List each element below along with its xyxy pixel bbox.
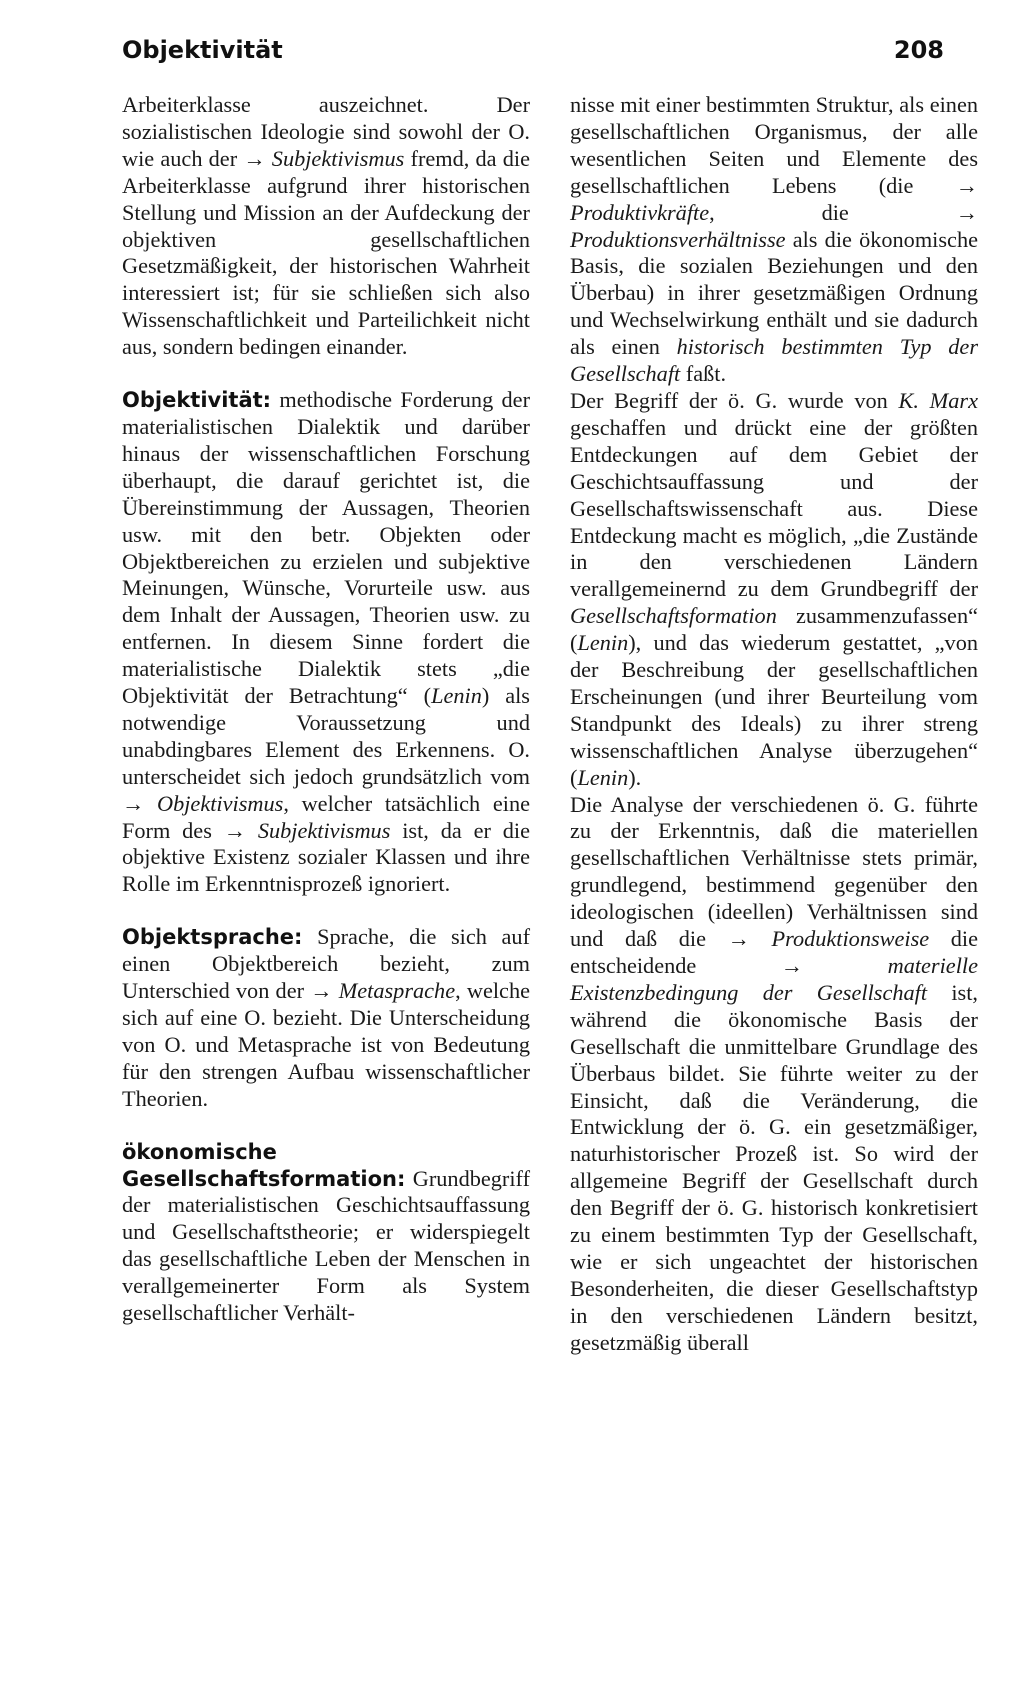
entry-objektivitaet: Objektivität: methodische Forderung der materialistischen Dialektik und darüber hinaus der wissenschaftlichen Forschung überhaupt, die darauf gerichtet ist, die Übereinstimmung der Aussagen, Theorien usw. mit den betr. Objekten oder Objektbereichen zu erzielen und subjektive Meinungen, Wünsche, Vorurteile usw. aus dem Inhalt der Aussagen, Theorien usw. zu entfernen. In diesem Sinne fordert die materialistische Dialektik stets „die Objektivität der Betrachtung“ (Lenin) als notwendige Voraussetzung und unabdingbares Element des Erkennens. O. unterscheidet sich jedoch grundsätzlich vom → Objektivismus, welcher tatsächlich eine Form des → Subjektivismus ist, da er die objektive Existenz sozialer Klassen und ihre Rolle im Erkenntnisprozeß ignoriert. [122, 387, 530, 897]
entry-objektsprache: Objektsprache: Sprache, die sich auf einen Objektbereich bezieht, zum Unterschied von der → Metasprache, welche sich auf eine O. bezieht. Die Unterscheidung von O. und Metasprache ist von Bedeutung für den strengen Aufbau wissenschaftlicher Theorien. [122, 924, 530, 1111]
cross-reference-arrow-icon: → [955, 199, 978, 225]
cross-reference[interactable]: Produktionsverhältnisse [570, 226, 786, 252]
left-column [122, 92, 530, 1353]
right-column [570, 92, 978, 1357]
cross-reference-arrow-icon: → [955, 172, 978, 198]
entry-headword: ökonomische Gesellschaftsformation: [122, 1139, 406, 1191]
cross-reference-arrow-icon: → [727, 926, 750, 952]
cross-reference[interactable]: Subjektivismus [271, 145, 405, 171]
entry-headword: Objektivität: [122, 388, 272, 413]
cross-reference[interactable]: Produktionsweise [771, 926, 930, 952]
cross-reference[interactable]: materielle Existenzbedingung der Gesellschaft [570, 953, 978, 1005]
entry-continuation: Arbeiterklasse auszeichnet. Der sozialistischen Ideologie sind sowohl der O. wie auch der → Subjektivismus fremd, da die Arbeiterklasse aufgrund ihrer historischen Stellung und Mission an der Aufdeckung der objektiven gesellschaftlichen Gesetzmäßigkeit, der historischen Wahrheit interessiert ist; für sie schließen sich also Wissenschaftlichkeit und Parteilichkeit nicht aus, sondern bedingen einander. [122, 92, 530, 360]
page-number: 208 [893, 36, 944, 64]
cross-reference-arrow-icon: → [780, 953, 804, 978]
running-title: Objektivität [122, 36, 283, 64]
paragraph: Die Analyse der verschiedenen ö. G. führte zu der Erkenntnis, daß die materiellen gesellschaftlichen Verhältnisse stets primär, grundlegend, bestimmend gegenüber den ideologischen (ideellen) Verhältnissen sind und daß die → Produktionsweise die entscheidende → materielle Existenzbedingung der Gesellschaft ist, während die ökonomische Basis der Gesellschaft die unmittelbare Grundlage des Überbaus bildet. Sie führte weiter zu der Einsicht, daß die Veränderung, die Entwicklung der ö. G. ein gesetzmäßiger, naturhistorischer Prozeß ist. So wird der allgemeine Begriff der Gesellschaft durch den Begriff der ö. G. historisch konkretisiert zu einem bestimmten Typ der Gesellschaft, wie er sich ungeachtet der historischen Besonderheiten, die dieser Gesellschaftstyp in den verschiedenen Ländern besitzt, gesetzmäßig überall [570, 791, 978, 1355]
entry-oekonomische-gesellschaftsformation: ökonomische Gesellschaftsformation: Grundbegriff der materialistischen Geschichtsauffassung und Gesellschaftstheorie; er widerspiegelt das gesellschaftliche Leben der Menschen in verallgemeinerter Form als System gesellschaftlicher Verhält- [122, 1139, 530, 1326]
cross-reference-arrow-icon: → [243, 145, 266, 171]
cross-reference-arrow-icon: → [223, 817, 247, 843]
author-name: Lenin [577, 630, 629, 656]
cross-reference[interactable]: Metasprache [338, 978, 456, 1004]
cross-reference-arrow-icon: → [122, 790, 145, 816]
cross-reference[interactable]: Subjektivismus [257, 817, 391, 843]
paragraph: nisse mit einer bestimmten Struktur, als einen gesellschaftlichen Organismus, der alle wesentlichen Seiten und Elemente des gesellschaftlichen Lebens (die → Produktivkräfte, die → Produktionsverhältnisse als die ökonomische Basis, die sozialen Beziehungen und den Überbau) in ihrer gesetzmäßigen Ordnung und Wechselwirkung enthält und sie dadurch als einen historisch bestimmten Typ der Gesellschaft faßt. [570, 92, 979, 387]
entry-headword: Objektsprache: [122, 925, 303, 950]
paragraph: Der Begriff der ö. G. wurde von K. Marx geschaffen und drückt eine der größten Entdeckungen auf dem Gebiet der Geschichtsauffassung und der Gesellschaftswissenschaft aus. Diese Entdeckung macht es möglich, „die Zustände in den verschiedenen Ländern verallgemeinernd zu dem Grundbegriff der Gesellschaftsformation zusammenzufassen“ (Lenin), und das wiederum gestattet, „von der Beschreibung der gesellschaftlichen Erscheinungen (und ihrer Beurteilung vom Standpunkt des Ideals) zu ihrer streng wissenschaftlichen Analyse überzugehen“ (Lenin). [570, 387, 978, 790]
cross-reference[interactable]: Objektivismus [156, 790, 284, 816]
author-name: K. Marx [898, 387, 978, 413]
cross-reference[interactable]: Produktivkräfte [570, 199, 710, 225]
emphasis: historisch bestimmten Typ der Gesellschaft [570, 334, 979, 387]
author-name: Lenin [431, 683, 482, 709]
cross-reference-arrow-icon: → [310, 978, 333, 1004]
author-name: Lenin [577, 764, 629, 790]
emphasis: Gesellschaftsformation [570, 603, 777, 629]
